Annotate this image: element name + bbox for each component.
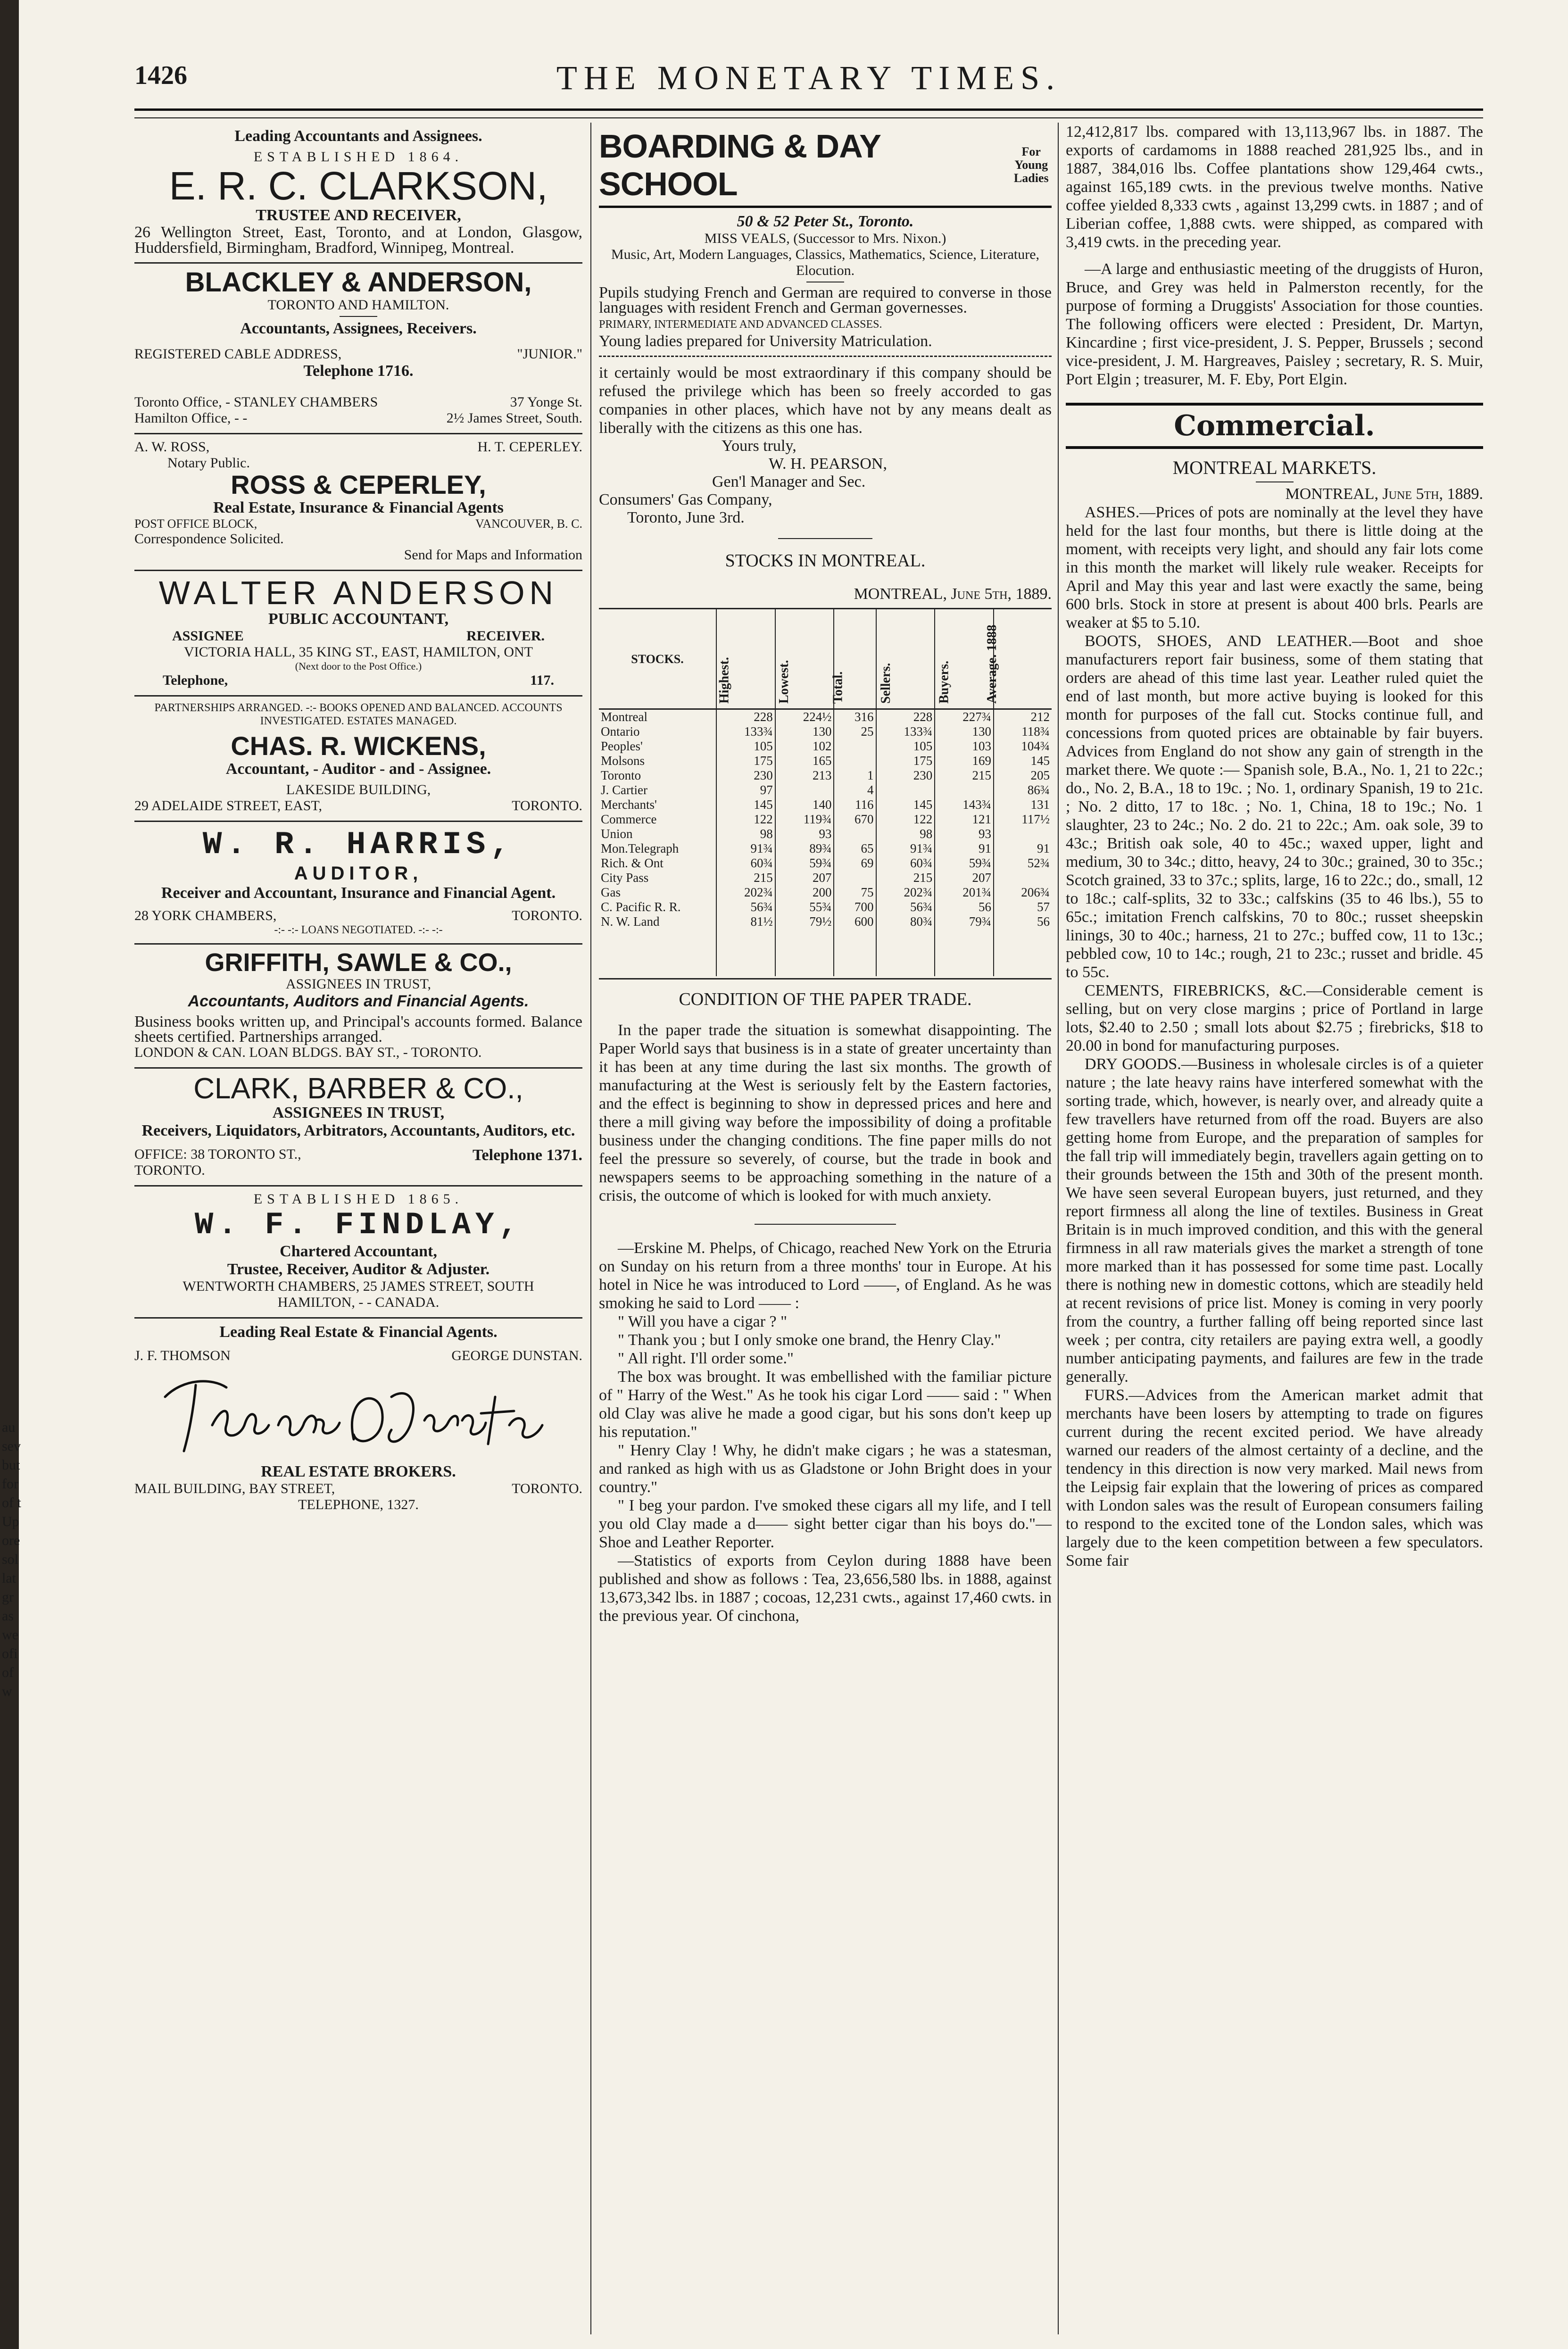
- margin-text: lat: [2, 1570, 16, 1586]
- margin-text: ofi: [2, 1646, 18, 1661]
- stocks-in-montreal: [599, 550, 1052, 976]
- stock-value: 700: [834, 900, 876, 914]
- stock-row: [599, 885, 1052, 900]
- stock-value: 69: [834, 856, 876, 871]
- firm-role: Accountants, Assignees, Receivers.: [240, 320, 477, 338]
- firm-role: ASSIGNEES IN TRUST,: [272, 1104, 445, 1121]
- stock-value: 215: [935, 768, 994, 783]
- stock-value: 80¾: [876, 914, 935, 929]
- divider: [755, 1224, 896, 1225]
- stock-row: [599, 768, 1052, 783]
- margin-text: sol: [2, 1552, 19, 1567]
- stock-value: 206¾: [994, 885, 1052, 900]
- stock-value: 91¾: [876, 841, 935, 856]
- margin-text: of: [2, 1665, 14, 1680]
- masthead-title: THE MONETARY TIMES.: [556, 59, 1062, 97]
- firm-role: Chartered Accountant,: [280, 1242, 437, 1260]
- stock-value: 59¾: [935, 856, 994, 871]
- stock-name: N. W. Land: [601, 914, 660, 929]
- firm-address: LONDON & CAN. LOAN BLDGS. BAY ST., - TORONTO.: [134, 1044, 482, 1060]
- firm-name: W. R. HARRIS,: [202, 827, 514, 863]
- stock-row: [599, 797, 1052, 812]
- ad-clarkson: [134, 123, 582, 264]
- stock-value: 86¾: [994, 783, 1052, 797]
- firm-role: AUDITOR,: [294, 863, 423, 884]
- firm-city: TORONTO.: [512, 908, 582, 924]
- maps-line: Send for Maps and Information: [404, 547, 582, 563]
- stock-value: 56: [935, 900, 994, 914]
- column-header: Highest.: [717, 657, 732, 704]
- stock-value: 103: [935, 739, 994, 754]
- firm-role-detail: Accountants, Auditors and Financial Agents.: [188, 992, 529, 1010]
- markets-heading: MONTREAL MARKETS.: [1172, 457, 1377, 478]
- stock-value: 200: [775, 885, 834, 900]
- column-header: Lowest.: [777, 660, 792, 704]
- section-heading: Leading Accountants and Assignees.: [234, 127, 482, 145]
- page-number: 1426: [134, 61, 187, 90]
- ceylon-continuation: 12,412,817 lbs. compared with 13,113,967 lbs. in 1887. The exports of cardamoms in 1888 reached 281,925 lbs., and in 1887, 384,016 lbs. Coffee plantations show 129,464 cwts., against 165,189 cwts. in the previous twelve months. Native coffee yielded 8,333 cwts , against 13,299 cwts. in 1887 ; and of Liberian coffee, 1,888 cwts. were shipped, as compared with 3,419 cwts. in the preceding year.: [1066, 123, 1483, 251]
- firm-name: E. R. C. CLARKSON,: [169, 164, 548, 208]
- stock-row: [599, 709, 1052, 725]
- stock-value: 105: [716, 739, 775, 754]
- stock-value: 104¾: [994, 739, 1052, 754]
- stock-row: [599, 812, 1052, 827]
- firm-name: GRIFFITH, SAWLE & CO.,: [205, 948, 512, 977]
- office-label: Toronto Office, - STANLEY CHAMBERS: [134, 394, 378, 410]
- article-paragraph: The box was brought. It was embellished with the familiar picture of " Harry of the West." As he took his cigar Lord —— said : " When old Clay was alive he made a good cigar, but his sons don't keep up his reputation.": [599, 1368, 1052, 1441]
- stock-value: [935, 783, 994, 797]
- ad-blackley-anderson: [134, 264, 582, 434]
- stock-name: Merchants': [601, 797, 657, 812]
- telephone: TELEPHONE, 1327.: [298, 1496, 419, 1512]
- stock-value: 122: [716, 812, 775, 827]
- firm-address: 29 ADELAIDE STREET, EAST,: [134, 798, 323, 814]
- stock-value: 89¾: [775, 841, 834, 856]
- stock-value: [994, 871, 1052, 885]
- firm-city: TORONTO.: [512, 1480, 582, 1496]
- firm-role: RECEIVER.: [466, 628, 545, 644]
- article-heading: CONDITION OF THE PAPER TRADE.: [679, 989, 972, 1009]
- stock-value: 130: [935, 724, 994, 739]
- stock-value: 91¾: [716, 841, 775, 856]
- margin-text: Up: [2, 1514, 19, 1529]
- firm-name: CLARK, BARBER & CO.,: [193, 1072, 523, 1105]
- divider: [778, 538, 872, 539]
- school-text: Pupils studying French and German are required to converse in those languages with resident French and German governesses.: [599, 284, 1052, 316]
- stock-value: 143¾: [935, 797, 994, 812]
- firm-description: Receiver and Accountant, Insurance and Financial Agent.: [161, 884, 556, 902]
- letter-close: Yours truly,: [722, 437, 796, 455]
- stock-value: 215: [716, 871, 775, 885]
- partner-note: Notary Public.: [167, 455, 250, 471]
- section-heading: Leading Real Estate & Financial Agents.: [219, 1323, 498, 1341]
- stock-value: 98: [716, 827, 775, 841]
- article-paragraph: —Erskine M. Phelps, of Chicago, reached New York on the Etruria on Sunday on his return from a three months' tour in Europe. At his hotel in Nice he was introduced to Lord ——, of England. As he was smoking he said to Lord —— :: [599, 1239, 1052, 1312]
- column-header: Sellers.: [878, 663, 893, 704]
- stock-name: C. Pacific R. R.: [601, 900, 681, 914]
- phelps-article: [599, 1239, 1052, 1625]
- column-news: [599, 123, 1052, 1625]
- stock-value: 205: [994, 768, 1052, 783]
- stock-value: [834, 739, 876, 754]
- stock-value: 75: [834, 885, 876, 900]
- stock-value: 201¾: [935, 885, 994, 900]
- column-header: Average. 1888: [984, 624, 999, 704]
- loans-line: -:- -:- LOANS NEGOTIATED. -:- -:-: [274, 924, 443, 937]
- stock-value: 230: [716, 768, 775, 783]
- stock-value: 60¾: [716, 856, 775, 871]
- ad-thomson-dunstan: [134, 1319, 582, 1519]
- stock-value: [834, 871, 876, 885]
- firm-address: 26 Wellington Street, East, Toronto, and at London, Glasgow, Huddersfield, Birmingham, Bradford, Winnipeg, Montreal.: [134, 224, 582, 257]
- letter-title: Gen'l Manager and Sec.: [712, 473, 866, 490]
- ad-wickens: [134, 697, 582, 822]
- druggists-article: —A large and enthusiastic meeting of the druggists of Huron, Bruce, and Grey was held in Palmerston recently, for the purpose of forming a Druggists' Association for those counties. The following officers were elected : President, Dr. Martyn, Kincardine ; first vice-president, J. S. Pepper, Brussels ; second vice-president, J. M. Hargreaves, Paisley ; secretary, R. S. Muir, Port Elgin ; treasurer, M. F. Eby, Port Elgin.: [1066, 260, 1483, 388]
- stock-value: 79½: [775, 914, 834, 929]
- stock-value: 97: [716, 783, 775, 797]
- margin-text: w: [2, 1684, 12, 1699]
- letter-signatory: W. H. PEARSON,: [769, 455, 887, 473]
- school-text: Young ladies prepared for University Matriculation.: [599, 332, 932, 350]
- column-header: Total.: [830, 671, 846, 704]
- stock-value: 213: [775, 768, 834, 783]
- firm-city: TORONTO.: [512, 798, 582, 814]
- column-divider: [1058, 123, 1059, 2334]
- article-paragraph: " Will you have a cigar ? ": [618, 1313, 788, 1330]
- stock-value: 316: [834, 709, 876, 725]
- firm-signature: [156, 1369, 561, 1458]
- firm-address: POST OFFICE BLOCK,: [134, 516, 257, 531]
- stock-name: Ontario: [601, 724, 640, 739]
- firm-address: 28 YORK CHAMBERS,: [134, 908, 277, 924]
- stock-value: 175: [876, 754, 935, 768]
- stock-value: 1: [834, 768, 876, 783]
- firm-office: OFFICE: 38 TORONTO ST., TORONTO.: [134, 1146, 301, 1178]
- stocks-body: [599, 709, 1052, 930]
- article-paragraph: —Statistics of exports from Ceylon during 1888 have been published and show as follows : Tea, 23,656,580 lbs. in 1888, against 13,673,342 lbs. in 1887 ; cocoas, 12,231 cwts., against 17,460 cwts. in the previous year. Of cinchona,: [599, 1552, 1052, 1625]
- telephone-label: Telephone,: [163, 672, 228, 689]
- market-furs: FURS.—Advices from the American market admit that merchants have been losers by attempting to trade on figures current during the recent excited period. We have already warned our readers of the almost certainty of a decline, and the tendency in this direction is now very marked. Mail news from the Leipsig fair explain that the lowering of prices as compared with London sales was the result of European consumers failing to respond to the excited tone of the London sales, which was largely due to the keen competition between a few speculators. Some fair: [1066, 1386, 1483, 1569]
- school-subjects: Music, Art, Modern Languages, Classics, Mathematics, Science, Literature, Elocution.: [611, 247, 1040, 278]
- article-paragraph: " I beg your pardon. I've smoked these cigars all my life, and I tell you old Clay made a d—— sight better cigar than his boys do."—Shoe and Leather Reporter.: [599, 1497, 1052, 1551]
- stock-value: 202¾: [716, 885, 775, 900]
- stock-value: 224½: [775, 709, 834, 725]
- letter-consumers-gas: [599, 364, 1052, 527]
- stock-value: 59¾: [775, 856, 834, 871]
- school-classes: PRIMARY, INTERMEDIATE AND ADVANCED CLASSES.: [599, 318, 882, 331]
- page-header: [134, 52, 1483, 108]
- firm-description: Receivers, Liquidators, Arbitrators, Accountants, Auditors, etc.: [141, 1121, 575, 1139]
- stock-value: [876, 783, 935, 797]
- stock-row: [599, 827, 1052, 841]
- stock-value: 102: [775, 739, 834, 754]
- section-rule: [1066, 446, 1483, 449]
- stock-value: 105: [876, 739, 935, 754]
- firm-role: Trustee, Receiver, Auditor & Adjuster.: [227, 1260, 490, 1278]
- stock-value: 122: [876, 812, 935, 827]
- markets-dateline: MONTREAL, June 5th, 1889.: [1285, 485, 1483, 503]
- stock-value: 230: [876, 768, 935, 783]
- column-header: STOCKS.: [599, 609, 716, 709]
- ad-walter-anderson: [134, 571, 582, 697]
- stock-value: 118¾: [994, 724, 1052, 739]
- stock-name: City Pass: [601, 871, 649, 885]
- telephone: Telephone 1716.: [303, 362, 414, 380]
- stock-row: [599, 724, 1052, 739]
- cable-value: "JUNIOR.": [517, 346, 582, 362]
- firm-place: TORONTO AND HAMILTON.: [267, 297, 449, 313]
- stock-value: 56: [994, 914, 1052, 929]
- margin-text: we: [2, 1627, 18, 1643]
- established-line: ESTABLISHED 1865.: [253, 1191, 464, 1207]
- firm-address: MAIL BUILDING, BAY STREET,: [134, 1480, 335, 1496]
- stock-name: Union: [601, 827, 633, 841]
- firm-city: HAMILTON, - - CANADA.: [277, 1294, 440, 1310]
- firm-building: LAKESIDE BUILDING,: [286, 782, 431, 798]
- newspaper-page: [134, 52, 1483, 2334]
- margin-text: as: [2, 1608, 14, 1624]
- stock-value: 133¾: [716, 724, 775, 739]
- firm-role: ASSIGNEE: [172, 628, 244, 644]
- article-paragraph: " Henry Clay ! Why, he didn't make cigars ; he was a statesman, and ranked as high with us as Gladstone or John Bright does in your country.": [599, 1442, 1052, 1496]
- stock-value: 52¾: [994, 856, 1052, 871]
- stock-name: Peoples': [601, 739, 643, 753]
- office-value: 2½ James Street, South.: [446, 410, 582, 426]
- stock-value: 670: [834, 812, 876, 827]
- stock-value: 227¾: [935, 709, 994, 725]
- stock-value: 207: [775, 871, 834, 885]
- margin-text: gr: [2, 1589, 14, 1605]
- stock-value: 55¾: [775, 900, 834, 914]
- stock-value: 56¾: [876, 900, 935, 914]
- stock-value: 165: [775, 754, 834, 768]
- column-header: Buyers.: [937, 661, 952, 704]
- stock-value: 117½: [994, 812, 1052, 827]
- firm-address: VICTORIA HALL, 35 KING ST., EAST, HAMILTON, ONT: [184, 644, 533, 660]
- binding-edge: [0, 0, 19, 2349]
- stock-value: 4: [834, 783, 876, 797]
- stock-value: 60¾: [876, 856, 935, 871]
- office-value: 37 Yonge St.: [510, 394, 582, 410]
- stock-value: 133¾: [876, 724, 935, 739]
- stock-value: 212: [994, 709, 1052, 725]
- market-boots-leather: BOOTS, SHOES, AND LEATHER.—Boot and shoe manufacturers report fair business, some of them stating that orders are ahead of this time last year. Leather ruled quiet the end of last month, but more active buying is looked for this month for purposes of the fall cut. Stocks continue full, and concessions from quoted prices are obtainable by fair buyers. Advices from England do not show any gain of strength in the market there. We quote :— Spanish sole, B.A., No. 1, 21 to 22c.; do., No. 2, B.A., 18 to 19c. ; No. 1, ordinary Spanish, 19 to 21c. ; No. 2 ditto, 17 to 18c. ; No. 1, China, 18 to 19c.; No. 1 slaughter, 23 to 24c.; No. 2 do. 21 to 22c.; Am. oak sole, 39 to 43c.; British oak sole, 40 to 45c.; waxed upper, light and medium, 30 to 34c.; ditto, heavy, 24 to 30c.; grained, 30 to 35c.; Scotch grained, 33 to 37c.; splits, large, 16 to 22c.; do., small, 12 to 18c.; calf-splits, 32 to 33c.; calfskins (35 to 46 lbs.), 55 to 65c.; imitation French calfskins, 70 to 80c.; russet sheepskin linings, 30 to 40c.; harness, 21 to 27c.; buffed cow, 11 to 13c.; pebbled cow, 10 to 14c.; rough, 21 to 23c.; russet and bridle. 45 to 55c.: [1066, 632, 1483, 981]
- paper-trade-article: [599, 978, 1052, 1205]
- stock-value: 169: [935, 754, 994, 768]
- article-paragraph: " All right. I'll order some.": [618, 1350, 794, 1367]
- school-head: MISS VEALS, (Successor to Mrs. Nixon.): [704, 231, 946, 246]
- firm-role: PUBLIC ACCOUNTANT,: [268, 610, 449, 628]
- stock-value: 116: [834, 797, 876, 812]
- stock-value: 56¾: [716, 900, 775, 914]
- firm-city: VANCOUVER, B. C.: [475, 516, 582, 531]
- stock-value: 228: [876, 709, 935, 725]
- office-label: Hamilton Office, - -: [134, 410, 248, 426]
- column-commercial: [1066, 123, 1483, 1570]
- letter-date: Toronto, June 3rd.: [627, 509, 745, 526]
- firm-name: W. F. FINDLAY,: [194, 1207, 523, 1243]
- stock-value: 228: [716, 709, 775, 725]
- margin-text: sev: [2, 1438, 21, 1454]
- firm-role: TRUSTEE AND RECEIVER,: [256, 207, 461, 224]
- stock-row: [599, 841, 1052, 856]
- established-line: ESTABLISHED 1864.: [253, 149, 464, 165]
- stock-name: Montreal: [601, 710, 647, 724]
- partner-name: H. T. CEPERLEY.: [477, 439, 582, 455]
- stock-value: 131: [994, 797, 1052, 812]
- stock-row: [599, 900, 1052, 914]
- stock-value: 119¾: [775, 812, 834, 827]
- firm-role: REAL ESTATE BROKERS.: [261, 1462, 456, 1480]
- stock-value: 202¾: [876, 885, 935, 900]
- stock-row: [599, 783, 1052, 797]
- stock-value: 130: [775, 724, 834, 739]
- divider: [1256, 481, 1294, 482]
- firm-name: WALTER ANDERSON: [158, 574, 558, 611]
- stock-value: [994, 827, 1052, 841]
- stock-name: J. Cartier: [601, 783, 647, 797]
- stock-row: [599, 871, 1052, 885]
- services-notice: PARTNERSHIPS ARRANGED. -:- BOOKS OPENED AND BALANCED. ACCOUNTS INVESTIGATED. ESTATES MANAGED.: [154, 702, 563, 728]
- stock-value: 65: [834, 841, 876, 856]
- stock-value: 98: [876, 827, 935, 841]
- stock-name: Commerce: [601, 812, 657, 826]
- stock-value: 175: [716, 754, 775, 768]
- telephone-value: 117.: [530, 672, 554, 689]
- school-for: For Young Ladies: [1013, 145, 1049, 185]
- stocks-heading: STOCKS IN MONTREAL.: [725, 551, 926, 571]
- margin-text: but: [2, 1457, 20, 1473]
- stock-name: Molsons: [601, 754, 645, 768]
- market-cements: CEMENTS, FIREBRICKS, &C.—Considerable cement is selling, but on very close margins ; price of Portland in large lots, $2.40 to 2.50 ; small lots about $2.75 ; firebricks, $18 to 20.00 in bond for manufacturing purposes.: [1066, 982, 1483, 1054]
- firm-role: Real Estate, Insurance & Financial Agents: [213, 498, 504, 516]
- stock-value: [775, 783, 834, 797]
- margin-text: ore: [2, 1533, 20, 1548]
- column-divider: [590, 123, 591, 2334]
- stock-value: 145: [716, 797, 775, 812]
- correspondence-line: Correspondence Solicited.: [134, 531, 284, 547]
- ad-clark-barber: [134, 1069, 582, 1187]
- margin-text: of t: [2, 1495, 21, 1511]
- letter-body: it certainly would be most extraordinary if this company should be refused the privilege which has been so freely accorded to gas companies in other places, which have not by any means dealt as liberally with the citizens as this one has.: [599, 364, 1052, 437]
- stock-value: [834, 827, 876, 841]
- stock-name: Gas: [601, 885, 621, 899]
- stock-value: 81½: [716, 914, 775, 929]
- divider: [340, 316, 377, 317]
- header-rule: [134, 108, 1483, 118]
- section-rule: [1066, 403, 1483, 406]
- ad-findlay: [134, 1187, 582, 1319]
- partner-name: GEORGE DUNSTAN.: [451, 1347, 582, 1363]
- ad-boarding-school: [599, 123, 1052, 357]
- firm-role: ASSIGNEES IN TRUST,: [285, 976, 431, 992]
- stock-row: [599, 914, 1052, 929]
- school-address: 50 & 52 Peter St., Toronto.: [737, 213, 914, 230]
- market-ashes: ASHES.—Prices of pots are nominally at the level they have held for the last four months, but there is little doing at the moment, with receipts very light, and should any fair lots come in this month the market will likely rule weaker. Receipts for April and May this year and last were exactly the same, being 600 brls. Stock in store at present is about 400 brls. Pearls are weaker at $5 to 5.10.: [1066, 504, 1483, 631]
- stocks-header-row: [599, 609, 1052, 709]
- partner-name: A. W. ROSS,: [134, 439, 210, 455]
- address-note: (Next door to the Post Office.): [295, 660, 422, 672]
- school-name: BOARDING & DAY SCHOOL: [599, 128, 880, 202]
- stock-row: [599, 754, 1052, 768]
- firm-role: Accountant, - Auditor - and - Assignee.: [225, 760, 491, 778]
- ad-griffith-sawle: [134, 945, 582, 1069]
- stock-value: 79¾: [935, 914, 994, 929]
- stocks-dateline: MONTREAL, June 5th, 1889.: [599, 585, 1052, 609]
- stock-value: 121: [935, 812, 994, 827]
- stock-value: 91: [994, 841, 1052, 856]
- stock-name: Mon.Telegraph: [601, 841, 679, 855]
- column-advertisements: [134, 123, 582, 1519]
- stock-value: 93: [935, 827, 994, 841]
- commercial-heading: Commercial.: [1174, 409, 1375, 442]
- stock-value: 145: [876, 797, 935, 812]
- margin-text: for: [2, 1476, 18, 1492]
- stocks-table: [599, 609, 1052, 976]
- stock-value: 57: [994, 900, 1052, 914]
- stock-value: [834, 754, 876, 768]
- stock-value: 93: [775, 827, 834, 841]
- firm-name: ROSS & CEPERLEY,: [231, 470, 486, 500]
- stock-row: [599, 856, 1052, 871]
- stock-value: 91: [935, 841, 994, 856]
- telephone: Telephone 1371.: [472, 1146, 582, 1164]
- stock-value: 25: [834, 724, 876, 739]
- market-dry-goods: DRY GOODS.—Business in wholesale circles is of a quieter nature ; the late heavy rains have interfered somewhat with the sorting trade, which, however, is nearly over, and already quite a few travellers have returned from off the road. Buyers are also getting home from Europe, and the preparation of samples for the fall trip will immediately begin, travellers again getting on to their grounds between the 15th and 30th of the present month. We have seen several European buyers, just returned, and they report firmness all along the line of textiles. Business in Great Britain is in much improved condition, and this with the general firmness in all raw materials gives the market a strength of tone more marked than it has possessed for some time past. Locally there is nothing new in domestic cottons, which are steadily held at recent revisions of price list. Money is coming in very poorly from the country, a further falling off being reported since last week ; per contra, city retailers are paying extra well, a goodly number anticipating payments, and failures are few in the trade generally.: [1066, 1055, 1483, 1386]
- stock-row: [599, 739, 1052, 754]
- margin-text: au: [2, 1419, 16, 1435]
- stock-value: 207: [935, 871, 994, 885]
- firm-name: CHAS. R. WICKENS,: [231, 731, 486, 761]
- stock-value: 145: [994, 754, 1052, 768]
- article-body: In the paper trade the situation is somewhat disappointing. The Paper World says that business is in a state of greater uncertainty than it has been at any time during the last six months. The growth of manufacturing at the West is seriously felt by the Eastern factories, and the effect is beginning to show in depressed prices and here and there a mill giving way before the impossibility of doing a profitable business under the changing conditions. The fine paper mills do not feel the pressure so severely, of course, but the trade in book and newspapers seems to be approaching something in the nature of a crisis, the outcome of which is looked for with much anxiety.: [599, 1021, 1052, 1204]
- ad-harris: [134, 822, 582, 945]
- letter-company: Consumers' Gas Company,: [599, 491, 772, 508]
- firm-name: BLACKLEY & ANDERSON,: [185, 267, 532, 298]
- stock-value: 215: [876, 871, 935, 885]
- stock-value: 600: [834, 914, 876, 929]
- partner-name: J. F. THOMSON: [134, 1347, 231, 1363]
- cable-label: REGISTERED CABLE ADDRESS,: [134, 346, 342, 362]
- article-paragraph: " Thank you ; but I only smoke one brand, the Henry Clay.": [618, 1331, 1001, 1349]
- firm-address: WENTWORTH CHAMBERS, 25 JAMES STREET, SOUTH: [183, 1278, 534, 1294]
- stock-name: Rich. & Ont: [601, 856, 664, 870]
- stock-value: 140: [775, 797, 834, 812]
- stock-name: Toronto: [601, 768, 641, 782]
- ad-ross-ceperley: [134, 434, 582, 571]
- firm-text: Business books written up, and Principal's accounts formed. Balance sheets certified. Partnerships arranged.: [134, 1013, 582, 1046]
